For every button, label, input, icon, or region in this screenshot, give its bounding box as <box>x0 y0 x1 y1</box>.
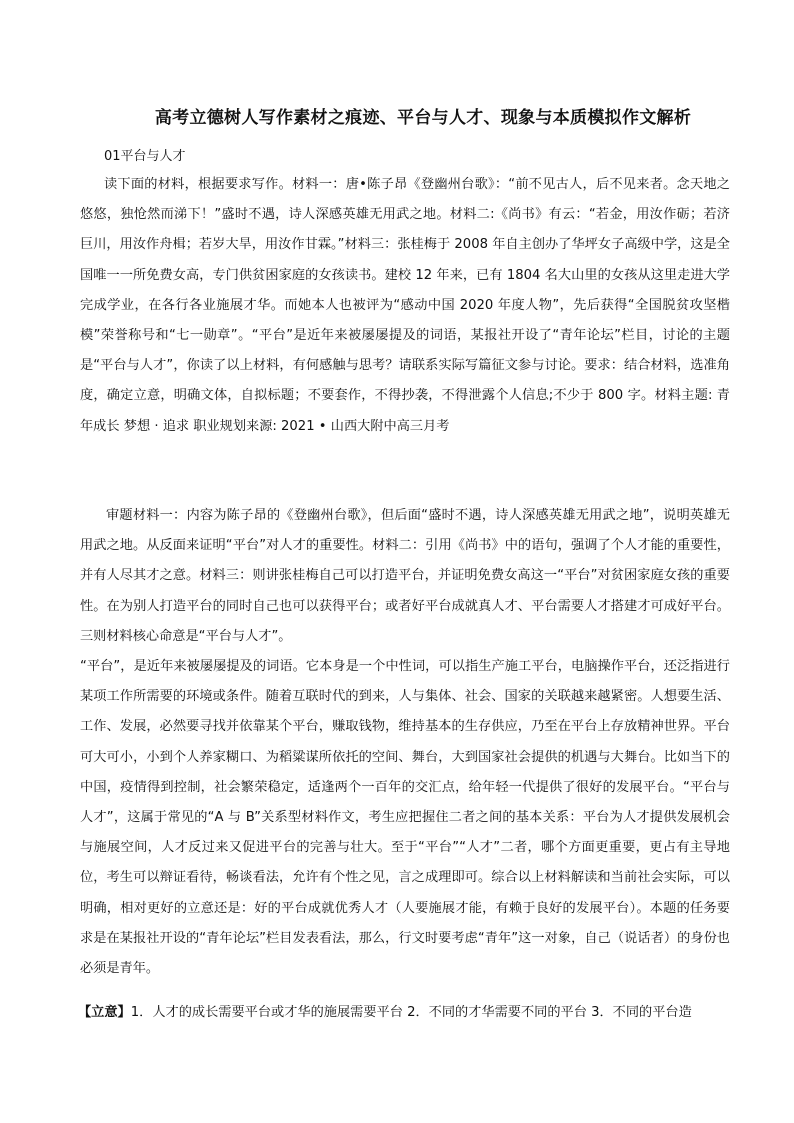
paragraph-discussion: “平台”，是近年来被屡屡提及的词语。它本身是一个中性词，可以指生产施工平台，电脑操作平台，还泛指进行某项工作所需要的环境或条件。随着互联时代的到来，人与集体、社会、国家的关联越来越紧密。人想要生活、工作、发展，必然要寻找并依靠某个平台，赚取钱物，维持基本的生存供应，乃至在平台上存放精神世界。平台可大可小，小到个人养家糊口、为稻粱谋所依托的空间、舞台，大到国家社会提供的机遇与大舞台。比如当下的中国，疫情得到控制，社会繁荣稳定，适逢两个一百年的交汇点，给年轻一代提供了很好的发展平台。“平台与人才”，这属于常见的“A 与 B”关系型材料作文，考生应把握住二者之间的基本关系：平台为人才提供发展机会与施展空间，人才反过来又促进平台的完善与壮大。至于“平台”“人才”二者，哪个方面更重要，更占有主导地位，考生可以辩证看待，畅谈看法，允许有个性之见，言之成理即可。综合以上材料解读和当前社会实际，可以明确，相对更好的立意还是：好的平台成就优秀人才（人要施展才能，有赖于良好的发展平台）。本题的任务要求是在某报社开设的“青年论坛”栏目发表看法，那么，行文时要考虑“青年”这一对象，自己（说话者）的身份也必须是青年。 <box>80 659 730 977</box>
section-label: 01平台与人才 <box>104 149 186 164</box>
document-title: 高考立德树人写作素材之痕迹、平台与人才、现象与本质模拟作文解析 <box>154 108 692 128</box>
paragraph-analysis: 审题材料一：内容为陈子昂的《登幽州台歌》，但后面“盛时不遇，诗人深感英雄无用武之地”，说明英雄无用武之地。从反面来证明“平台”对人才的重要性。材料二：引用《尚书》中的语句，强调了个人才能的重要性，并有人尽其才之意。材料三：则讲张桂梅自己可以打造平台，并证明免费女高这一“平台”对贫困家庭女孩的重要性。在为别人打造平台的同时自己也可以获得平台；或者好平台成就真人才、平台需要人才搭建才可成好平台。三则材料核心命意是“平台与人才”。 <box>80 508 730 644</box>
lizhi-label: 【立意】 <box>78 1005 131 1020</box>
paragraph-material: 读下面的材料，根据要求写作。材料一：唐•陈子昂《登幽州台歌》：“前不见古人，后不见来者。念天地之悠悠，独怆然而涕下！”盛时不遇，诗人深感英雄无用武之地。材料二:《尚书》有云：“若金，用汝作砺；若济巨川，用汝作舟楫；若岁大旱，用汝作甘霖。”材料三：张桂梅于 2008 年自主创办了华坪女子高级中学，这是全国唯一一所免费女高，专门供贫困家庭的女孩读书。建校 12 年来，已有 1804 名大山里的女孩从这里走进大学完成学业，在各行各业施展才华。而她本人也被评为“感动中国 2020 年度人物”，先后获得“全国脱贫攻坚楷模”荣誉称号和“七一勋章”。“平台”是近年来被屡屡提及的词语，某报社开设了“青年论坛”栏目，讨论的主题是“平台与人才”，你读了以上材料，有何感触与思考？请联系实际写篇征文参与讨论。要求：结合材料，选准角度，确定立意，明确文体，自拟标题；不要套作，不得抄袭，不得泄露个人信息;不少于 800 字。材料主题: 青年成长 梦想 · 追求 职业规划来源: 2021 • 山西大附中高三月考 <box>80 177 730 434</box>
lizhi-text: 1．人才的成长需要平台或才华的施展需要平台 2．不同的才华需要不同的平台 3．不同的平台造 <box>130 1005 692 1020</box>
lizhi-paragraph <box>78 998 730 1028</box>
